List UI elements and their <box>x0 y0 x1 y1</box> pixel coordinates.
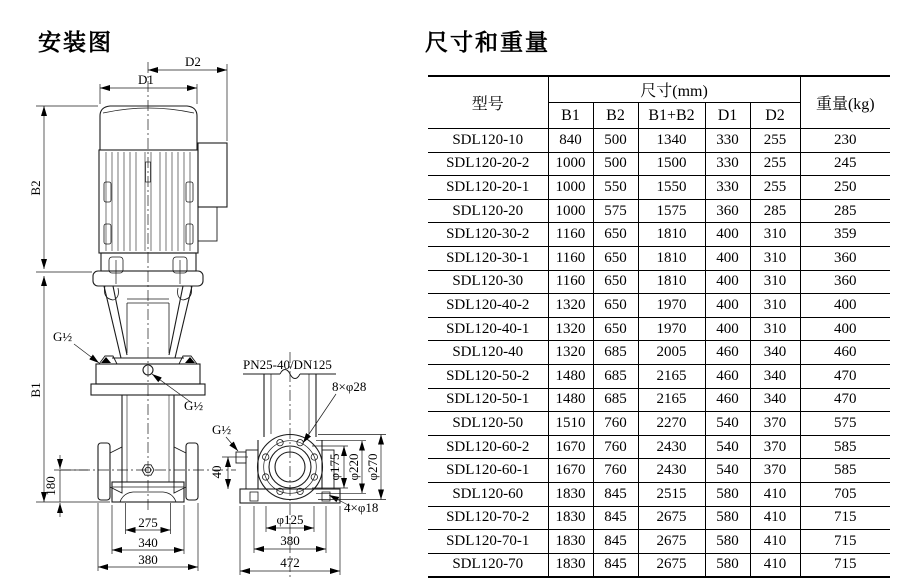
cell-d2: 255 <box>750 129 800 153</box>
cell-b2: 845 <box>593 506 638 530</box>
cell-model: SDL120-30-2 <box>428 223 548 247</box>
cell-d1: 540 <box>705 459 750 483</box>
cell-d2: 370 <box>750 412 800 436</box>
cell-b1b2: 2515 <box>638 482 705 506</box>
cell-b2: 760 <box>593 412 638 436</box>
cell-d2: 340 <box>750 364 800 388</box>
cell-b1: 1480 <box>548 364 593 388</box>
cell-b1: 1830 <box>548 553 593 577</box>
cell-weight: 359 <box>800 223 890 247</box>
dim-b2-label: B2 <box>28 180 43 196</box>
cell-b2: 650 <box>593 317 638 341</box>
cell-b2: 500 <box>593 152 638 176</box>
table-row <box>428 459 890 483</box>
bolt-holes-label: 8×φ28 <box>332 379 367 394</box>
cell-b2: 685 <box>593 364 638 388</box>
cell-d2: 310 <box>750 223 800 247</box>
table-header-weight: 重量(kg) <box>800 76 890 129</box>
cell-d2: 310 <box>750 270 800 294</box>
table-row <box>428 270 890 294</box>
cell-model: SDL120-50-2 <box>428 364 548 388</box>
cell-b1: 1000 <box>548 152 593 176</box>
cell-b2: 845 <box>593 530 638 554</box>
cell-b1: 1160 <box>548 270 593 294</box>
cell-weight: 715 <box>800 530 890 554</box>
installation-diagram <box>0 0 420 586</box>
cell-model: SDL120-60 <box>428 482 548 506</box>
cell-model: SDL120-40 <box>428 341 548 365</box>
cell-d2: 410 <box>750 553 800 577</box>
cell-b2: 760 <box>593 435 638 459</box>
cell-d2: 310 <box>750 317 800 341</box>
table-row <box>428 364 890 388</box>
cell-weight: 245 <box>800 152 890 176</box>
cell-d1: 400 <box>705 294 750 318</box>
table-row <box>428 176 890 200</box>
table-row <box>428 129 890 153</box>
motor-fan-cap <box>100 106 197 150</box>
cell-d1: 330 <box>705 152 750 176</box>
cell-b2: 685 <box>593 388 638 412</box>
cell-d2: 410 <box>750 482 800 506</box>
cell-b2: 575 <box>593 199 638 223</box>
dim-40-label: 40 <box>209 465 224 479</box>
table-row <box>428 412 890 436</box>
cell-d2: 370 <box>750 459 800 483</box>
cell-d1: 540 <box>705 435 750 459</box>
cell-b1b2: 2675 <box>638 530 705 554</box>
cell-model: SDL120-50-1 <box>428 388 548 412</box>
cell-weight: 250 <box>800 176 890 200</box>
dim-340-label: 340 <box>138 535 158 550</box>
cell-d2: 310 <box>750 246 800 270</box>
terminal-box-step <box>198 207 217 241</box>
terminal-box <box>198 143 227 207</box>
cell-model: SDL120-60-2 <box>428 435 548 459</box>
cell-b2: 500 <box>593 129 638 153</box>
cell-weight: 715 <box>800 506 890 530</box>
dim-380-label: 380 <box>138 552 158 567</box>
cell-d2: 410 <box>750 506 800 530</box>
fan-cap-dome-line <box>103 108 194 113</box>
discharge-flange <box>186 443 198 500</box>
cell-b1b2: 1500 <box>638 152 705 176</box>
cell-d2: 255 <box>750 176 800 200</box>
cell-model: SDL120-60-1 <box>428 459 548 483</box>
cell-b1b2: 2430 <box>638 459 705 483</box>
cell-model: SDL120-50 <box>428 412 548 436</box>
installation-diagram-title: 安装图 <box>38 29 113 55</box>
cell-d1: 580 <box>705 553 750 577</box>
cell-b2: 550 <box>593 176 638 200</box>
cell-b1b2: 1970 <box>638 294 705 318</box>
cell-b1: 1830 <box>548 506 593 530</box>
dimensions-table <box>428 75 890 578</box>
cell-d1: 400 <box>705 270 750 294</box>
pipe-section <box>243 370 336 438</box>
table-row <box>428 199 890 223</box>
cell-weight: 360 <box>800 270 890 294</box>
cell-b1: 1160 <box>548 223 593 247</box>
cell-d1: 330 <box>705 176 750 200</box>
table-header-b1b2: B1+B2 <box>638 103 705 129</box>
cell-d1: 580 <box>705 506 750 530</box>
cell-weight: 585 <box>800 435 890 459</box>
cell-b1b2: 1810 <box>638 270 705 294</box>
cell-weight: 230 <box>800 129 890 153</box>
cell-d2: 310 <box>750 294 800 318</box>
table-header-b1: B1 <box>548 103 593 129</box>
table-header-model: 型号 <box>428 76 548 129</box>
cell-d1: 580 <box>705 482 750 506</box>
table-body <box>428 129 890 578</box>
cell-model: SDL120-40-2 <box>428 294 548 318</box>
cell-model: SDL120-70-1 <box>428 530 548 554</box>
cell-b1: 1670 <box>548 435 593 459</box>
cell-d1: 540 <box>705 412 750 436</box>
cell-b1b2: 1810 <box>638 246 705 270</box>
table-row <box>428 152 890 176</box>
cell-b1: 1480 <box>548 388 593 412</box>
table-row <box>428 482 890 506</box>
cell-b1: 1670 <box>548 459 593 483</box>
cell-model: SDL120-20-1 <box>428 176 548 200</box>
cell-weight: 575 <box>800 412 890 436</box>
cell-model: SDL120-20-2 <box>428 152 548 176</box>
dim-472-label: 472 <box>280 555 300 570</box>
cell-model: SDL120-30 <box>428 270 548 294</box>
cell-d1: 330 <box>705 129 750 153</box>
table-row <box>428 246 890 270</box>
cell-b1: 1830 <box>548 482 593 506</box>
cell-b2: 650 <box>593 246 638 270</box>
cell-b1: 1320 <box>548 317 593 341</box>
cell-d1: 580 <box>705 530 750 554</box>
cell-d2: 410 <box>750 530 800 554</box>
cell-d1: 400 <box>705 317 750 341</box>
dimensions-weight-title: 尺寸和重量 <box>425 29 550 55</box>
table-row <box>428 506 890 530</box>
cell-d1: 460 <box>705 364 750 388</box>
cell-model: SDL120-10 <box>428 129 548 153</box>
cell-weight: 400 <box>800 294 890 318</box>
motor-slots <box>104 182 193 244</box>
cell-b1: 1000 <box>548 199 593 223</box>
table-row <box>428 435 890 459</box>
cell-d2: 255 <box>750 152 800 176</box>
side-dimensions <box>222 394 386 575</box>
cell-b1: 1510 <box>548 412 593 436</box>
cell-b1b2: 2675 <box>638 553 705 577</box>
cell-b1b2: 1575 <box>638 199 705 223</box>
cell-b2: 685 <box>593 341 638 365</box>
cell-d1: 360 <box>705 199 750 223</box>
cell-b2: 845 <box>593 482 638 506</box>
cell-weight: 585 <box>800 459 890 483</box>
cell-b1b2: 2430 <box>638 435 705 459</box>
cell-d1: 460 <box>705 388 750 412</box>
table-row <box>428 341 890 365</box>
cell-b2: 845 <box>593 553 638 577</box>
table-header-d2: D2 <box>750 103 800 129</box>
cell-b1: 840 <box>548 129 593 153</box>
cell-model: SDL120-20 <box>428 199 548 223</box>
dim-175-label: φ175 <box>327 453 342 481</box>
cell-b1b2: 2165 <box>638 388 705 412</box>
cell-b1b2: 1810 <box>638 223 705 247</box>
cell-b1b2: 1970 <box>638 317 705 341</box>
dim-220-label: φ220 <box>346 453 361 481</box>
cell-weight: 285 <box>800 199 890 223</box>
cell-weight: 470 <box>800 388 890 412</box>
cell-model: SDL120-70-2 <box>428 506 548 530</box>
dim-125-label: φ125 <box>276 512 304 527</box>
cell-b2: 650 <box>593 223 638 247</box>
cell-d1: 460 <box>705 341 750 365</box>
table-row <box>428 317 890 341</box>
cell-d2: 285 <box>750 199 800 223</box>
g-half-side-label: G½ <box>212 422 232 437</box>
cell-b1b2: 2005 <box>638 341 705 365</box>
cell-b1b2: 2165 <box>638 364 705 388</box>
motor-body <box>99 150 198 253</box>
cell-weight: 460 <box>800 341 890 365</box>
cell-b2: 650 <box>593 294 638 318</box>
table-row <box>428 530 890 554</box>
table-header-size-group: 尺寸(mm) <box>548 76 800 103</box>
cell-weight: 360 <box>800 246 890 270</box>
cell-b1: 1830 <box>548 530 593 554</box>
cell-d2: 340 <box>750 341 800 365</box>
table-header-d1: D1 <box>705 103 750 129</box>
cell-d1: 400 <box>705 223 750 247</box>
cell-model: SDL120-30-1 <box>428 246 548 270</box>
dim-b1-label: B1 <box>28 382 43 398</box>
table-row <box>428 388 890 412</box>
cell-b1: 1160 <box>548 246 593 270</box>
cell-b2: 650 <box>593 270 638 294</box>
cell-b1b2: 1340 <box>638 129 705 153</box>
table-row <box>428 553 890 577</box>
cell-b1b2: 1550 <box>638 176 705 200</box>
motor-flange <box>101 253 196 271</box>
cell-b1: 1320 <box>548 294 593 318</box>
cell-b1b2: 2675 <box>638 506 705 530</box>
dim-270-label: φ270 <box>365 453 380 481</box>
dim-180-label: 180 <box>43 476 58 496</box>
cell-d1: 400 <box>705 246 750 270</box>
g-plug-side <box>236 452 246 463</box>
cell-weight: 705 <box>800 482 890 506</box>
base-holes-label: 4×φ18 <box>344 500 379 515</box>
cell-weight: 470 <box>800 364 890 388</box>
flange-spec-label: PN25-40/DN125 <box>243 357 332 372</box>
cell-weight: 715 <box>800 553 890 577</box>
dim-275-label: 275 <box>138 515 158 530</box>
g-half-mid-label: G½ <box>184 398 204 413</box>
dim-d1-label: D1 <box>138 72 154 87</box>
g-half-top-label: G½ <box>53 329 73 344</box>
table-row <box>428 294 890 318</box>
cell-d2: 370 <box>750 435 800 459</box>
cell-b1: 1000 <box>548 176 593 200</box>
cell-b1b2: 2270 <box>638 412 705 436</box>
dim-d2-label: D2 <box>185 54 201 69</box>
cell-model: SDL120-40-1 <box>428 317 548 341</box>
cell-b2: 760 <box>593 459 638 483</box>
cell-d2: 340 <box>750 388 800 412</box>
cell-weight: 400 <box>800 317 890 341</box>
table-header-b2: B2 <box>593 103 638 129</box>
dim-380b-label: 380 <box>280 533 300 548</box>
table-row <box>428 223 890 247</box>
cell-b1: 1320 <box>548 341 593 365</box>
suction-flange <box>98 443 110 500</box>
cell-model: SDL120-70 <box>428 553 548 577</box>
